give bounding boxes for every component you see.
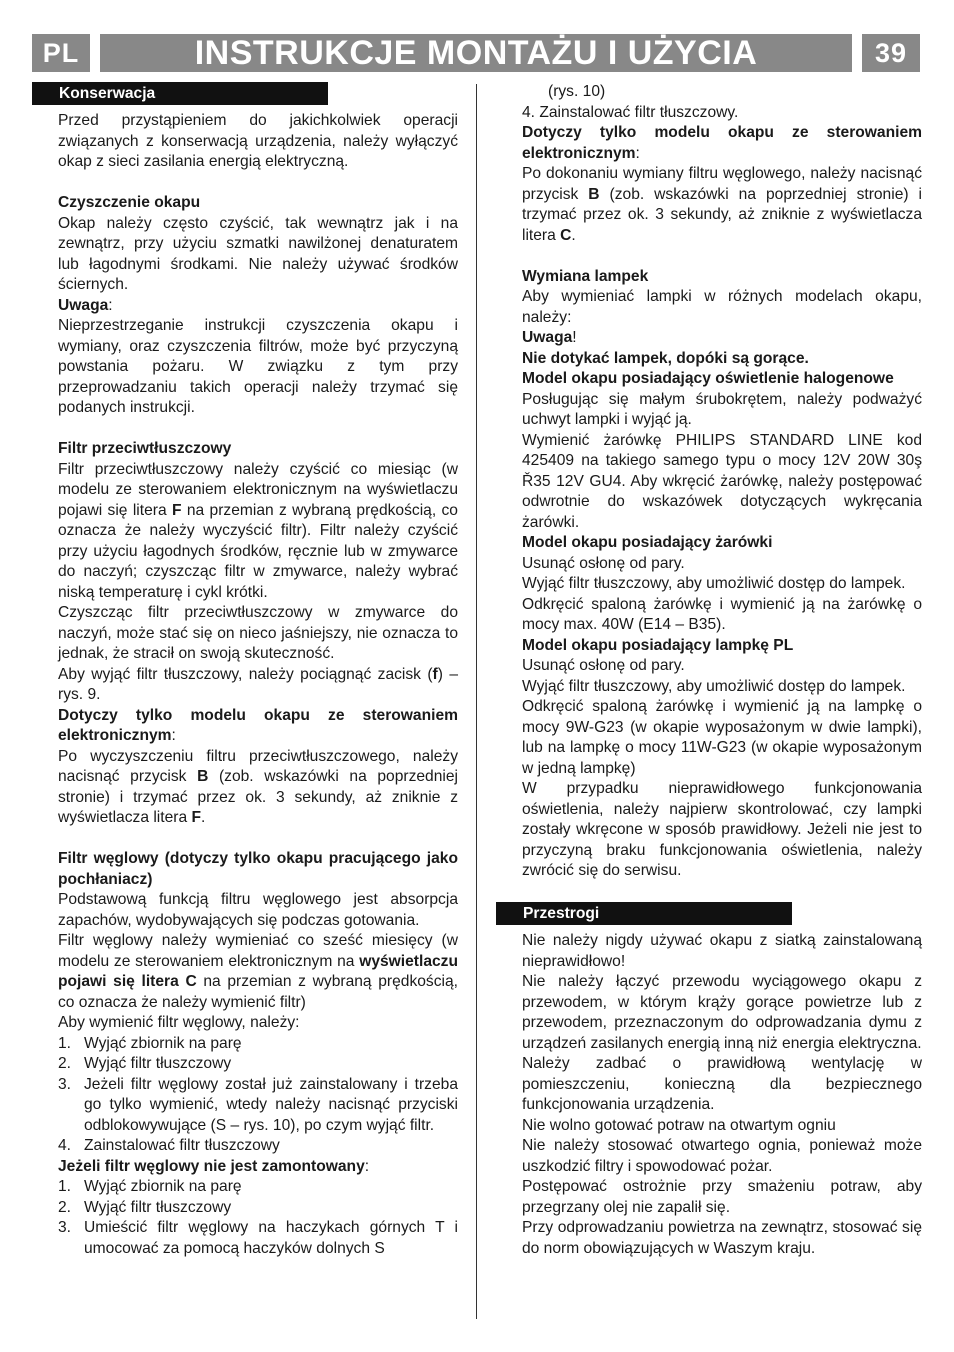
halogen-p2: Wymienić żarówkę PHILIPS STANDARD LINE kod 425409 na takiego samego typu o mocy 12V 20W 30ş Ř35 12V GU4. Aby wkręcić żarówkę, należy postępować odwrotnie do wskazówek dotyczących wykręcania żarówki.	[522, 431, 922, 531]
grease-filter-p1: Filtr przeciwtłuszczowy należy czyścić co miesiąc (w modelu ze sterowaniem elektronicznym na wyświetlaczu pojawi się litera F na przemian z wybraną prędkością, co oznacza że należy wyczyścić filtr). Filtr należy czyścić przy użyciu łagodnych środków, ręcznie lub w zmywarce do naczyń; czyszcząc filtr w zmywarce, należy wybrać niską temperaturę i cykl krótki.	[58, 460, 458, 601]
continued-figure-ref: (rys. 10)	[548, 83, 606, 100]
pl-lamp-p1: Usunąć osłonę od pary.	[522, 657, 685, 674]
warning-item: Należy zadbać o prawidłową wentylację w pomieszczeniu, konieczną dla bezpiecznego funkcjonowania urządzenia.	[522, 1055, 922, 1113]
pl-lamp-p2: Wyjąć filtr tłuszczowy, aby umożliwić dostęp do lampek.	[522, 677, 906, 695]
lamps-warning-text: Nie dotykać lampek, dopóki są gorące.	[522, 349, 809, 367]
not-mounted-steps-list	[58, 1177, 458, 1259]
bulb-p1: Usunąć osłonę od pary.	[522, 554, 685, 572]
pl-lamp-p3: Odkręcić spaloną żarówkę i wymienić ją na lampkę o mocy 9W-G23 (w okapie wyposażonym w dwie lampki), lub na lampkę o mocy 11W-G23 (w okapie wyposażonym w jedną lampkę)	[522, 698, 922, 777]
page-number-badge	[862, 34, 920, 72]
pl-lamp-title: Model okapu posiadający lampkę PL	[522, 636, 794, 654]
electronic-note-title-right: Dotyczy tylko modelu okapu ze sterowaniem elektronicznym:	[522, 124, 922, 162]
carbon-filter-p1: Podstawową funkcją filtru węglowego jest absorpcja zapachów, wydobywających się podczas gotowania.	[58, 891, 458, 929]
warning-item: Nie należy stosować otwartego ognia, ponieważ może uszkodzić filtry i spowodować pożar.	[522, 1137, 922, 1175]
warning-label: Uwaga	[58, 296, 109, 314]
page-title-bar	[100, 34, 852, 72]
warning-item: Nie należy łączyć przewodu wyciągowego okapu z przewodem, w którym krąży gorące powietrze lub z przewodem, przeznaczonym do odprowadzania dymu z urządzeń zasilanych energią inną niż energia elektryczna.	[522, 973, 922, 1052]
list-item: 1. Wyjąć zbiornik na parę	[58, 1034, 242, 1052]
warning-item: Nie należy nigdy używać okapu z siatką zainstalowaną nieprawidłowo!	[522, 932, 922, 970]
warning-item: Nie wolno gotować potraw na otwartym ogniu	[522, 1116, 836, 1134]
bulb-p2: Wyjąć filtr tłuszczowy, aby umożliwić dostęp do lampek.	[522, 575, 906, 592]
halogen-title: Model okapu posiadający oświetlenie halogenowe	[522, 370, 894, 387]
list-item: 3. Umieścić filtr węglowy na haczykach górnych T i umocować za pomocą haczyków dolnych S	[58, 1219, 458, 1257]
bulb-p3: Odkręcić spaloną żarówkę i wymienić ją na żarówkę o mocy max. 40W (E14 – B35).	[522, 595, 922, 633]
carbon-filter-p2: Filtr węglowy należy wymieniać co sześć miesięcy (w modelu ze sterowaniem elektronicznym na wyświetlaczu pojawi się litera C na przemian z wybraną prędkością, co oznacza że należy wymienić filtr)	[58, 932, 458, 1011]
grease-filter-p3: Aby wyjąć filtr tłuszczowy, należy pociągnąć zacisk (f) – rys. 9.	[58, 665, 458, 703]
lamps-title: Wymiana lampek	[522, 267, 649, 285]
list-item: 3. Jeżeli filtr węglowy został już zainstalowany i trzeba go tylko wymienić, wtedy należy nacisnąć przyciski odblokowywujące (S – rys. 10), po czym wyjąć filtr.	[58, 1075, 458, 1134]
bulb-title: Model okapu posiadający żarówki	[522, 534, 773, 551]
section-heading-warnings: Przestrogi	[496, 902, 792, 925]
page-number: 39	[874, 38, 908, 68]
list-item: 1. Wyjąć zbiornik na parę	[58, 1178, 242, 1195]
language-badge	[32, 34, 90, 72]
warning-item: Przy odprowadzaniu powietrza na zewnątrz, stosować się do norm obowiązujących w Waszym kraju.	[522, 1219, 922, 1257]
not-mounted-title: Jeżeli filtr węglowy nie jest zamontowany:	[58, 1157, 370, 1175]
warning-item: Postępować ostrożnie przy smażeniu potraw, aby przegrzany olej nie zapalił się.	[522, 1178, 922, 1216]
left-column	[58, 82, 458, 1259]
electronic-note-text: Po wyczyszczeniu filtru przeciwtłuszczowego, należy nacisnąć przycisk B (zob. wskazówki na poprzedniej stronie) i trzymać przez ok. 3 sekundy, aż zniknie z wyświetlacza litera F.	[58, 747, 458, 826]
language-label: PL	[42, 38, 80, 68]
carbon-steps-list	[58, 1034, 458, 1157]
halogen-p1: Posługując się małym śrubokrętem, należy podważyć uchwyt lampki i wyjąć ją.	[522, 390, 922, 428]
column-divider	[476, 84, 477, 1319]
pl-lamp-p4: W przypadku nieprawidłowego funkcjonowania oświetlenia, należy najpierw skontrolować, czy lampki zostały wkręcone w sposób prawidłowy. Jeżeli nie jest to przyczyną braku funkcjonowania oświetlenia, należy zwrócić się do serwisu.	[522, 780, 922, 879]
warning-line: Uwaga:	[58, 296, 113, 314]
grease-filter-p2: Czyszcząc filtr przeciwtłuszczowy w zmywarce do naczyń, może stać się on nieco jaśniejszy, nie oznacza to jednak, że stracił on swoją skuteczność.	[58, 604, 458, 662]
electronic-note-title: Dotyczy tylko modelu okapu ze sterowaniem elektronicznym:	[58, 706, 458, 744]
right-column	[522, 82, 922, 1259]
lamps-intro: Aby wymieniać lampki w różnych modelach okapu, należy:	[522, 288, 922, 326]
carbon-filter-p3: Aby wymienić filtr węglowy, należy:	[58, 1014, 300, 1031]
electronic-note-text-right: Po dokonaniu wymiany filtru węglowego, należy nacisnąć przycisk B (zob. wskazówki na poprzedniej stronie) i trzymać przez ok. 3 sekundy, aż zniknie z wyświetlacza litera C.	[522, 165, 922, 244]
maintenance-intro: Przed przystąpieniem do jakichkolwiek operacji związanych z konserwacją urządzenia, należy wyłączyć okap z sieci zasilania energią elektryczną.	[58, 112, 458, 170]
cleaning-title: Czyszczenie okapu	[58, 194, 201, 211]
list-item: 4. Zainstalować filtr tłuszczowy	[58, 1137, 280, 1154]
page-title: INSTRUKCJE MONTAŻU I UŻYCIA	[194, 34, 758, 72]
continued-step-4: 4. Zainstalować filtr tłuszczowy.	[522, 103, 739, 121]
cleaning-text: Okap należy często czyścić, tak wewnątrz jak i na zewnątrz, przy użyciu szmatki nawilżonej denaturatem lub łagodnymi środkami. Nie należy używać środków ściernych.	[58, 214, 458, 293]
lamps-warning-line: Uwaga!	[522, 329, 577, 346]
warning-text: Nieprzestrzeganie instrukcji czyszczenia okapu i wymiany, oraz czyszczenia filtrów, może być przyczyną powstania pożaru. W związku z tym przy przeprowadzaniu takich operacji należy trzymać się podanych instrukcji.	[58, 317, 458, 416]
grease-filter-title: Filtr przeciwtłuszczowy	[58, 440, 232, 457]
carbon-filter-title: Filtr węglowy (dotyczy tylko okapu pracującego jako pochłaniacz)	[58, 850, 458, 888]
list-item: 2. Wyjąć filtr tłuszczowy	[58, 1198, 232, 1216]
list-item: 2. Wyjąć filtr tłuszczowy	[58, 1055, 232, 1072]
section-heading-maintenance: Konserwacja	[32, 82, 328, 105]
